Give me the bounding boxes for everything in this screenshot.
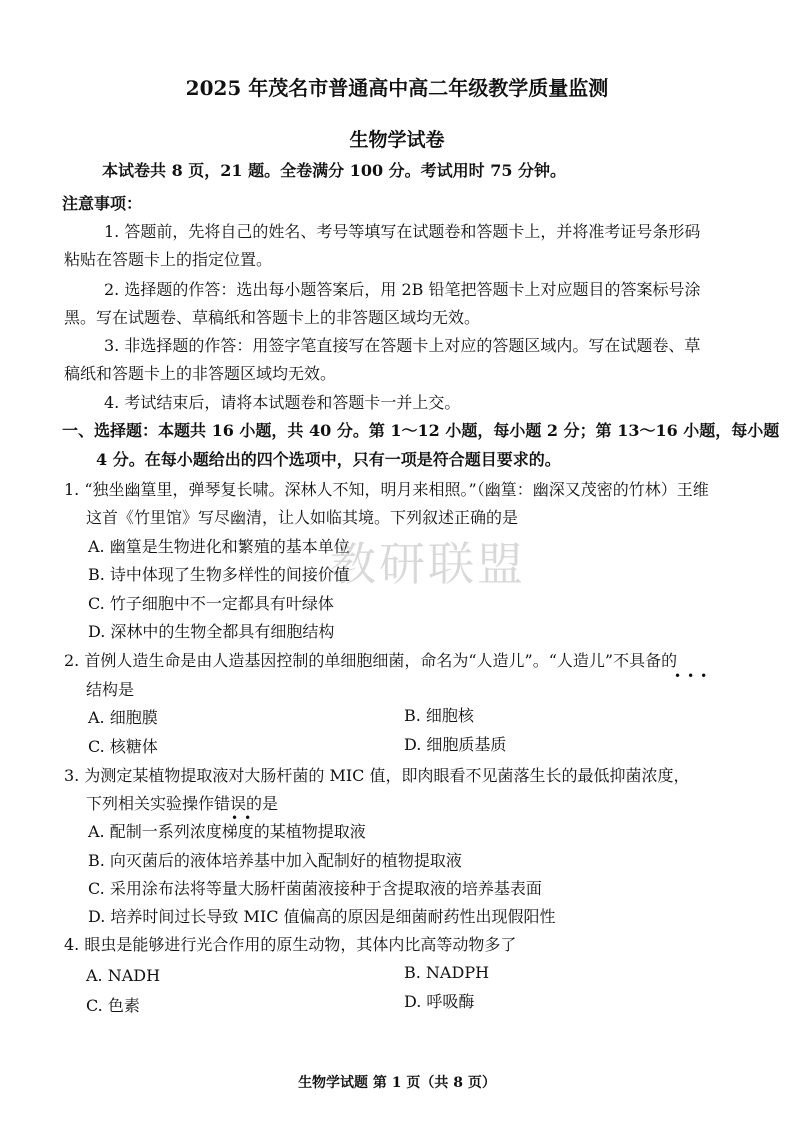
q4-stem: 4. 眼虫是能够进行光合作用的原生动物，其体内比高等动物多了: [64, 935, 517, 954]
q3-option-b: B. 向灭菌后的液体培养基中加入配制好的植物提取液: [88, 851, 462, 870]
q3-option-c: C. 采用涂布法将等量大肠杆菌菌液接种于含提取液的培养基表面: [88, 879, 542, 898]
exam-info: 本试卷共 8 页，21 题。全卷满分 100 分。考试用时 75 分钟。: [102, 161, 567, 180]
note-2-line-1: 2. 选择题的作答：选出每小题答案后，用 2B 铅笔把答题卡上对应题目的答案标号涂: [104, 280, 701, 299]
q2-stem-line-2: 结构是: [86, 680, 135, 699]
notes-heading: 注意事项：: [62, 194, 143, 213]
q2-option-a: A. 细胞膜: [88, 708, 158, 727]
q2-option-b: B. 细胞核: [404, 706, 474, 725]
note-4: 4. 考试结束后，请将本试题卷和答题卡一并上交。: [104, 393, 461, 412]
watermark: 教研联盟: [330, 537, 526, 591]
emphasis-dots: ••: [231, 811, 258, 825]
q1-option-b: B. 诗中体现了生物多样性的间接价值: [88, 565, 350, 584]
section-1-heading-line-1: 一、选择题：本题共 16 小题，共 40 分。第 1～12 小题，每小题 2 分；第 13～16 小题，每小题: [62, 421, 780, 440]
exam-title: 2025 年茂名市普通高中高二年级教学质量监测: [185, 76, 609, 100]
q4-option-d: D. 呼吸酶: [404, 992, 475, 1011]
q3-option-d: D. 培养时间过长导致 MIC 值偏高的原因是细菌耐药性出现假阳性: [88, 907, 556, 926]
section-1-heading-line-2: 4 分。在每小题给出的四个选项中，只有一项是符合题目要求的。: [96, 450, 561, 469]
note-1-line-2: 粘贴在答题卡上的指定位置。: [64, 250, 273, 269]
q1-stem-line-1: 1. “独坐幽篁里，弹琴复长啸。深林人不知，明月来相照。”（幽篁：幽深又茂密的竹林）王维: [64, 480, 709, 499]
emphasis-dots: •••: [674, 669, 714, 683]
note-3-line-1: 3. 非选择题的作答：用签字笔直接写在答题卡上对应的答题区域内。写在试题卷、草: [104, 336, 701, 355]
q4-option-c: C. 色素: [86, 996, 140, 1015]
note-3-line-2: 稿纸和答题卡上的非答题区域均无效。: [64, 364, 337, 383]
q1-stem-line-2: 这首《竹里馆》写尽幽清，让人如临其境。下列叙述正确的是: [86, 508, 519, 527]
q3-stem-line-1: 3. 为测定某植物提取液对大肠杆菌的 MIC 值，即肉眼看不见菌落生长的最低抑菌浓度，: [64, 766, 690, 785]
note-1-line-1: 1. 答题前，先将自己的姓名、考号等填写在试题卷和答题卡上，并将准考证号条形码: [104, 222, 701, 241]
q3-stem-line-2: 下列相关实验操作错误的是: [86, 794, 279, 813]
q1-option-d: D. 深林中的生物全都具有细胞结构: [88, 622, 335, 641]
note-2-line-2: 黑。写在试题卷、草稿纸和答题卡上的非答题区域均无效。: [64, 308, 481, 327]
q2-stem-line-1: 2. 首例人造生命是由人造基因控制的单细胞细菌，命名为“人造儿”。“人造儿”不具备的: [64, 651, 678, 670]
q1-option-a: A. 幽篁是生物进化和繁殖的基本单位: [88, 537, 350, 556]
page-footer: 生物学试题 第 1 页（共 8 页）: [298, 1075, 496, 1091]
q1-option-c: C. 竹子细胞中不一定都具有叶绿体: [88, 594, 334, 613]
q4-option-b: B. NADPH: [404, 963, 490, 982]
q4-option-a: A. NADH: [86, 966, 161, 985]
exam-subject: 生物学试卷: [349, 129, 445, 151]
q2-option-c: C. 核糖体: [88, 737, 158, 756]
q3-option-a: A. 配制一系列浓度梯度的某植物提取液: [88, 822, 366, 841]
q2-option-d: D. 细胞质基质: [404, 735, 507, 754]
